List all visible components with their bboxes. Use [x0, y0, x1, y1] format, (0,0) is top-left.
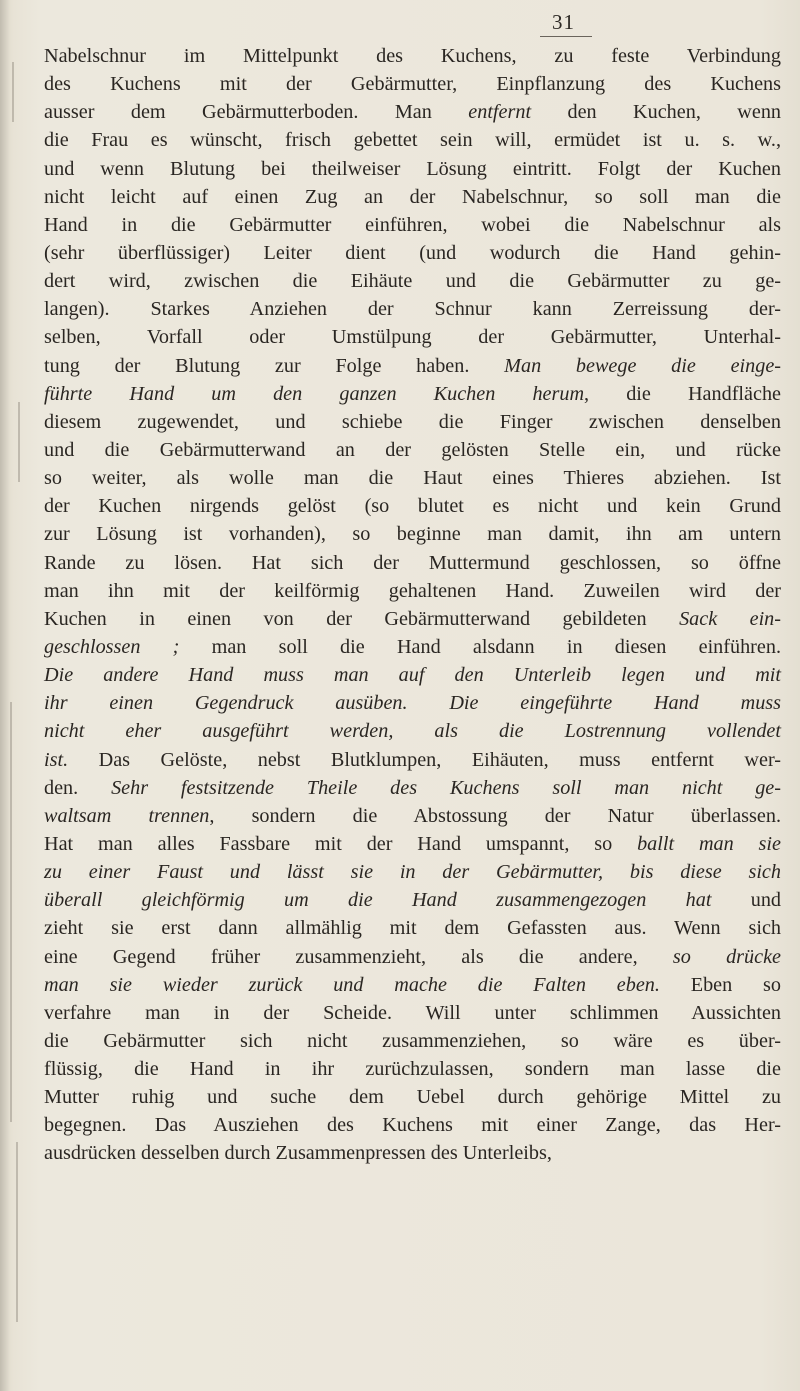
text-line: [44, 520, 781, 548]
text-run: begegnen. Das Ausziehen des Kuchens mit einer Zange, das Her-: [44, 1114, 781, 1137]
text-line: [44, 492, 781, 520]
text-run: und die Gebärmutterwand an der gelösten Stelle ein, und rücke: [44, 438, 781, 461]
text-line: [44, 323, 781, 351]
text-line: [44, 183, 781, 211]
text-run: zieht sie erst dann allmählig mit dem Gefassten aus. Wenn sich: [44, 917, 781, 940]
text-run: der Kuchen nirgends gelöst (so blutet es nicht und kein Grund: [44, 495, 781, 518]
text-run: die Frau es wünscht, frisch gebettet sein will, ermüdet ist u. s. w.,: [44, 129, 781, 152]
italic-text-run: waltsam trennen: [44, 804, 210, 827]
header-rule: [540, 36, 592, 37]
text-line: [44, 549, 781, 577]
text-run: tung der Blutung zur Folge haben.: [44, 354, 505, 377]
text-line: [44, 464, 781, 492]
text-line: [44, 577, 781, 605]
text-line: [44, 999, 781, 1027]
text-run: Mutter ruhig und suche dem Uebel durch gehörige Mittel zu: [44, 1086, 781, 1109]
text-line: [44, 436, 781, 464]
text-line: [44, 211, 781, 239]
text-line: [44, 155, 781, 183]
text-run: man soll die Hand alsdann in diesen einführen.: [179, 635, 782, 658]
text-run: (sehr überflüssiger) Leiter dient (und wodurch die Hand gehin-: [44, 241, 781, 264]
italic-text-run: ist.: [44, 748, 69, 771]
italic-text-run: zu einer Faust und lässt sie in der Gebärmutter, bis diese sich: [44, 861, 781, 884]
text-line: [44, 70, 781, 98]
italic-text-run: Sack ein-: [679, 607, 781, 630]
text-line: [44, 1055, 781, 1083]
text-line: [44, 971, 781, 999]
margin-mark: [12, 62, 14, 122]
text-run: zur Lösung ist vorhanden), so beginne man damit, ihn am untern: [44, 523, 781, 546]
text-run: des Kuchens mit der Gebärmutter, Einpflanzung des Kuchens: [44, 73, 781, 96]
text-run: nicht leicht auf einen Zug an der Nabelschnur, so soll man die: [44, 185, 781, 208]
italic-text-run: ballt man sie: [637, 832, 781, 855]
text-line: [44, 352, 781, 380]
text-line: [44, 830, 781, 858]
text-run: Nabelschnur im Mittelpunkt des Kuchens, zu feste Verbindung: [44, 45, 781, 67]
text-line: [44, 1027, 781, 1055]
text-run: Das Gelöste, nebst Blutklumpen, Eihäuten, muss entfernt wer-: [68, 748, 781, 771]
text-line: [44, 295, 781, 323]
italic-text-run: nicht eher ausgeführt werden, als die Lostrennung vollendet: [44, 720, 781, 743]
italic-text-run: entfernt: [468, 101, 532, 124]
text-line: [44, 802, 781, 830]
text-line: [44, 886, 781, 914]
page-number: 31: [552, 10, 575, 34]
text-line: [44, 914, 781, 942]
text-run: Eben so: [659, 973, 781, 996]
text-line: [44, 408, 781, 436]
text-line: [44, 1139, 781, 1167]
italic-text-run: Man bewege die einge-: [504, 354, 782, 377]
text-run: man ihn mit der keilförmig gehaltenen Hand. Zuweilen wird der: [44, 579, 781, 602]
italic-text-run: man sie wieder zurück und mache die Falten eben.: [44, 973, 660, 996]
text-line: [44, 267, 781, 295]
text-run: Hand in die Gebärmutter einführen, wobei die Nabelschnur als: [44, 213, 781, 236]
italic-text-run: geschlossen ;: [44, 635, 180, 658]
text-run: Hat man alles Fassbare mit der Hand umspannt, so: [44, 832, 638, 855]
text-line: [44, 380, 781, 408]
text-line: [44, 239, 781, 267]
text-line: [44, 126, 781, 154]
text-run: ausdrücken desselben durch Zusammenpressen des Unterleibs,: [44, 1142, 552, 1165]
text-run: verfahre man in der Scheide. Will unter schlimmen Aussichten: [44, 1001, 781, 1024]
text-run: , die Handfläche: [584, 382, 781, 405]
text-run: so weiter, als wolle man die Haut eines Thieres abziehen. Ist: [44, 467, 781, 490]
text-line: [44, 98, 781, 126]
italic-text-run: überall gleichförmig um die Hand zusammengezogen hat: [44, 889, 712, 912]
body-text: [44, 42, 781, 1168]
text-run: flüssig, die Hand in ihr zurüchzulassen, sondern man lasse die: [44, 1058, 781, 1081]
text-run: dert wird, zwischen die Eihäute und die Gebärmutter zu ge-: [44, 270, 781, 293]
italic-text-run: Sehr festsitzende Theile des Kuchens soll man nicht ge-: [111, 776, 781, 799]
text-line: [44, 42, 781, 70]
text-run: diesem zugewendet, und schiebe die Finger zwischen denselben: [44, 410, 781, 433]
text-run: selben, Vorfall oder Umstülpung der Gebärmutter, Unterhal-: [44, 326, 781, 349]
margin-mark: [10, 702, 12, 1122]
text-line: [44, 605, 781, 633]
text-line: [44, 746, 781, 774]
text-line: [44, 1083, 781, 1111]
italic-text-run: Die andere Hand muss man auf den Unterleib legen und mit: [44, 664, 781, 687]
text-line: [44, 943, 781, 971]
italic-text-run: führte Hand um den ganzen Kuchen herum: [44, 382, 585, 405]
text-run: langen). Starkes Anziehen der Schnur kann Zerreissung der-: [44, 298, 781, 321]
margin-mark: [18, 402, 20, 482]
text-run: den Kuchen, wenn: [531, 101, 782, 124]
text-run: und: [711, 889, 781, 912]
text-run: die Gebärmutter sich nicht zusammenziehen, so wäre es über-: [44, 1029, 781, 1052]
text-line: [44, 774, 781, 802]
text-line: [44, 858, 781, 886]
text-line: [44, 661, 781, 689]
text-line: [44, 1111, 781, 1139]
text-run: Rande zu lösen. Hat sich der Muttermund geschlossen, so öffne: [44, 551, 781, 574]
text-run: Kuchen in einen von der Gebärmutterwand gebildeten: [44, 607, 680, 630]
italic-text-run: so drücke: [672, 945, 781, 968]
text-run: ausser dem Gebärmutterboden. Man: [44, 101, 469, 124]
italic-text-run: ihr einen Gegendruck ausüben. Die eingeführte Hand muss: [44, 692, 781, 715]
text-line: [44, 633, 781, 661]
margin-marks: [0, 42, 44, 1342]
text-run: , sondern die Abstossung der Natur überlassen.: [209, 804, 781, 827]
text-run: und wenn Blutung bei theilweiser Lösung eintritt. Folgt der Kuchen: [44, 157, 781, 180]
text-run: den.: [44, 776, 112, 799]
margin-mark: [16, 1142, 18, 1322]
text-line: [44, 717, 781, 745]
text-run: eine Gegend früher zusammenzieht, als die andere,: [44, 945, 673, 968]
text-line: [44, 689, 781, 717]
